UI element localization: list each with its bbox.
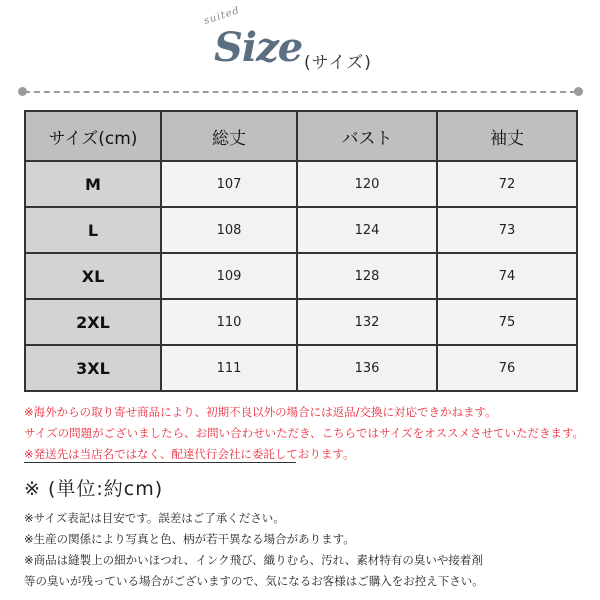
note-line: ※サイズ表記は目安です。誤差はご了承ください。 [24, 511, 285, 525]
notice-line: ※発送先は当店名ではなく、配達代行会社に委託しております。 [24, 447, 355, 461]
note-line: ※商品は縫製上の細かいほつれ、インク飛び、織りむら、汚れ、素材特有の臭いや接着剤 [24, 553, 483, 567]
size-chart-table [24, 110, 578, 392]
table-row [25, 207, 577, 253]
bust-cell: 120 [297, 161, 437, 207]
size-header [0, 0, 600, 96]
bust-cell: 132 [297, 299, 437, 345]
size-cell: XL [25, 253, 161, 299]
bust-cell: 128 [297, 253, 437, 299]
note-line: 等の臭いが残っている場合がございますので、気になるお客様はご購入をお控え下さい。 [24, 574, 484, 588]
product-notes [24, 508, 584, 592]
sleeve-cell: 74 [437, 253, 577, 299]
length-cell: 111 [161, 345, 297, 391]
return-notice [24, 402, 584, 465]
table-row [25, 253, 577, 299]
header-sleeve: 袖丈 [437, 111, 577, 161]
sleeve-cell: 75 [437, 299, 577, 345]
notice-line: ※海外からの取り寄せ商品により、初期不良以外の場合には返品/交換に対応できかねます。 [24, 405, 497, 419]
size-title-jp: (サイズ) [304, 53, 372, 73]
size-cell: 3XL [25, 345, 161, 391]
table-row [25, 161, 577, 207]
table-row [25, 299, 577, 345]
length-cell: 109 [161, 253, 297, 299]
size-title: Size [214, 24, 303, 71]
unit-label: ※ (単位:約cm) [24, 478, 164, 500]
size-cell: M [25, 161, 161, 207]
sleeve-cell: 76 [437, 345, 577, 391]
length-cell: 110 [161, 299, 297, 345]
length-cell: 107 [161, 161, 297, 207]
notice-line: サイズの問題がございましたら、お問い合わせいただき、こちらではサイズをオススメさせていただきます。 [24, 426, 585, 440]
table-row [25, 345, 577, 391]
suited-script: suited [202, 5, 242, 27]
size-cell: 2XL [25, 299, 161, 345]
sleeve-cell: 72 [437, 161, 577, 207]
table-header-row [25, 111, 577, 161]
bust-cell: 124 [297, 207, 437, 253]
notice-divider [24, 462, 296, 463]
note-line: ※生産の関係により写真と色、柄が若干異なる場合があります。 [24, 532, 355, 546]
bust-cell: 136 [297, 345, 437, 391]
length-cell: 108 [161, 207, 297, 253]
size-cell: L [25, 207, 161, 253]
divider-dot-right [574, 87, 583, 96]
header-size: サイズ(cm) [25, 111, 161, 161]
sleeve-cell: 73 [437, 207, 577, 253]
header-bust: バスト [297, 111, 437, 161]
dashed-divider [24, 91, 576, 93]
header-length: 総丈 [161, 111, 297, 161]
